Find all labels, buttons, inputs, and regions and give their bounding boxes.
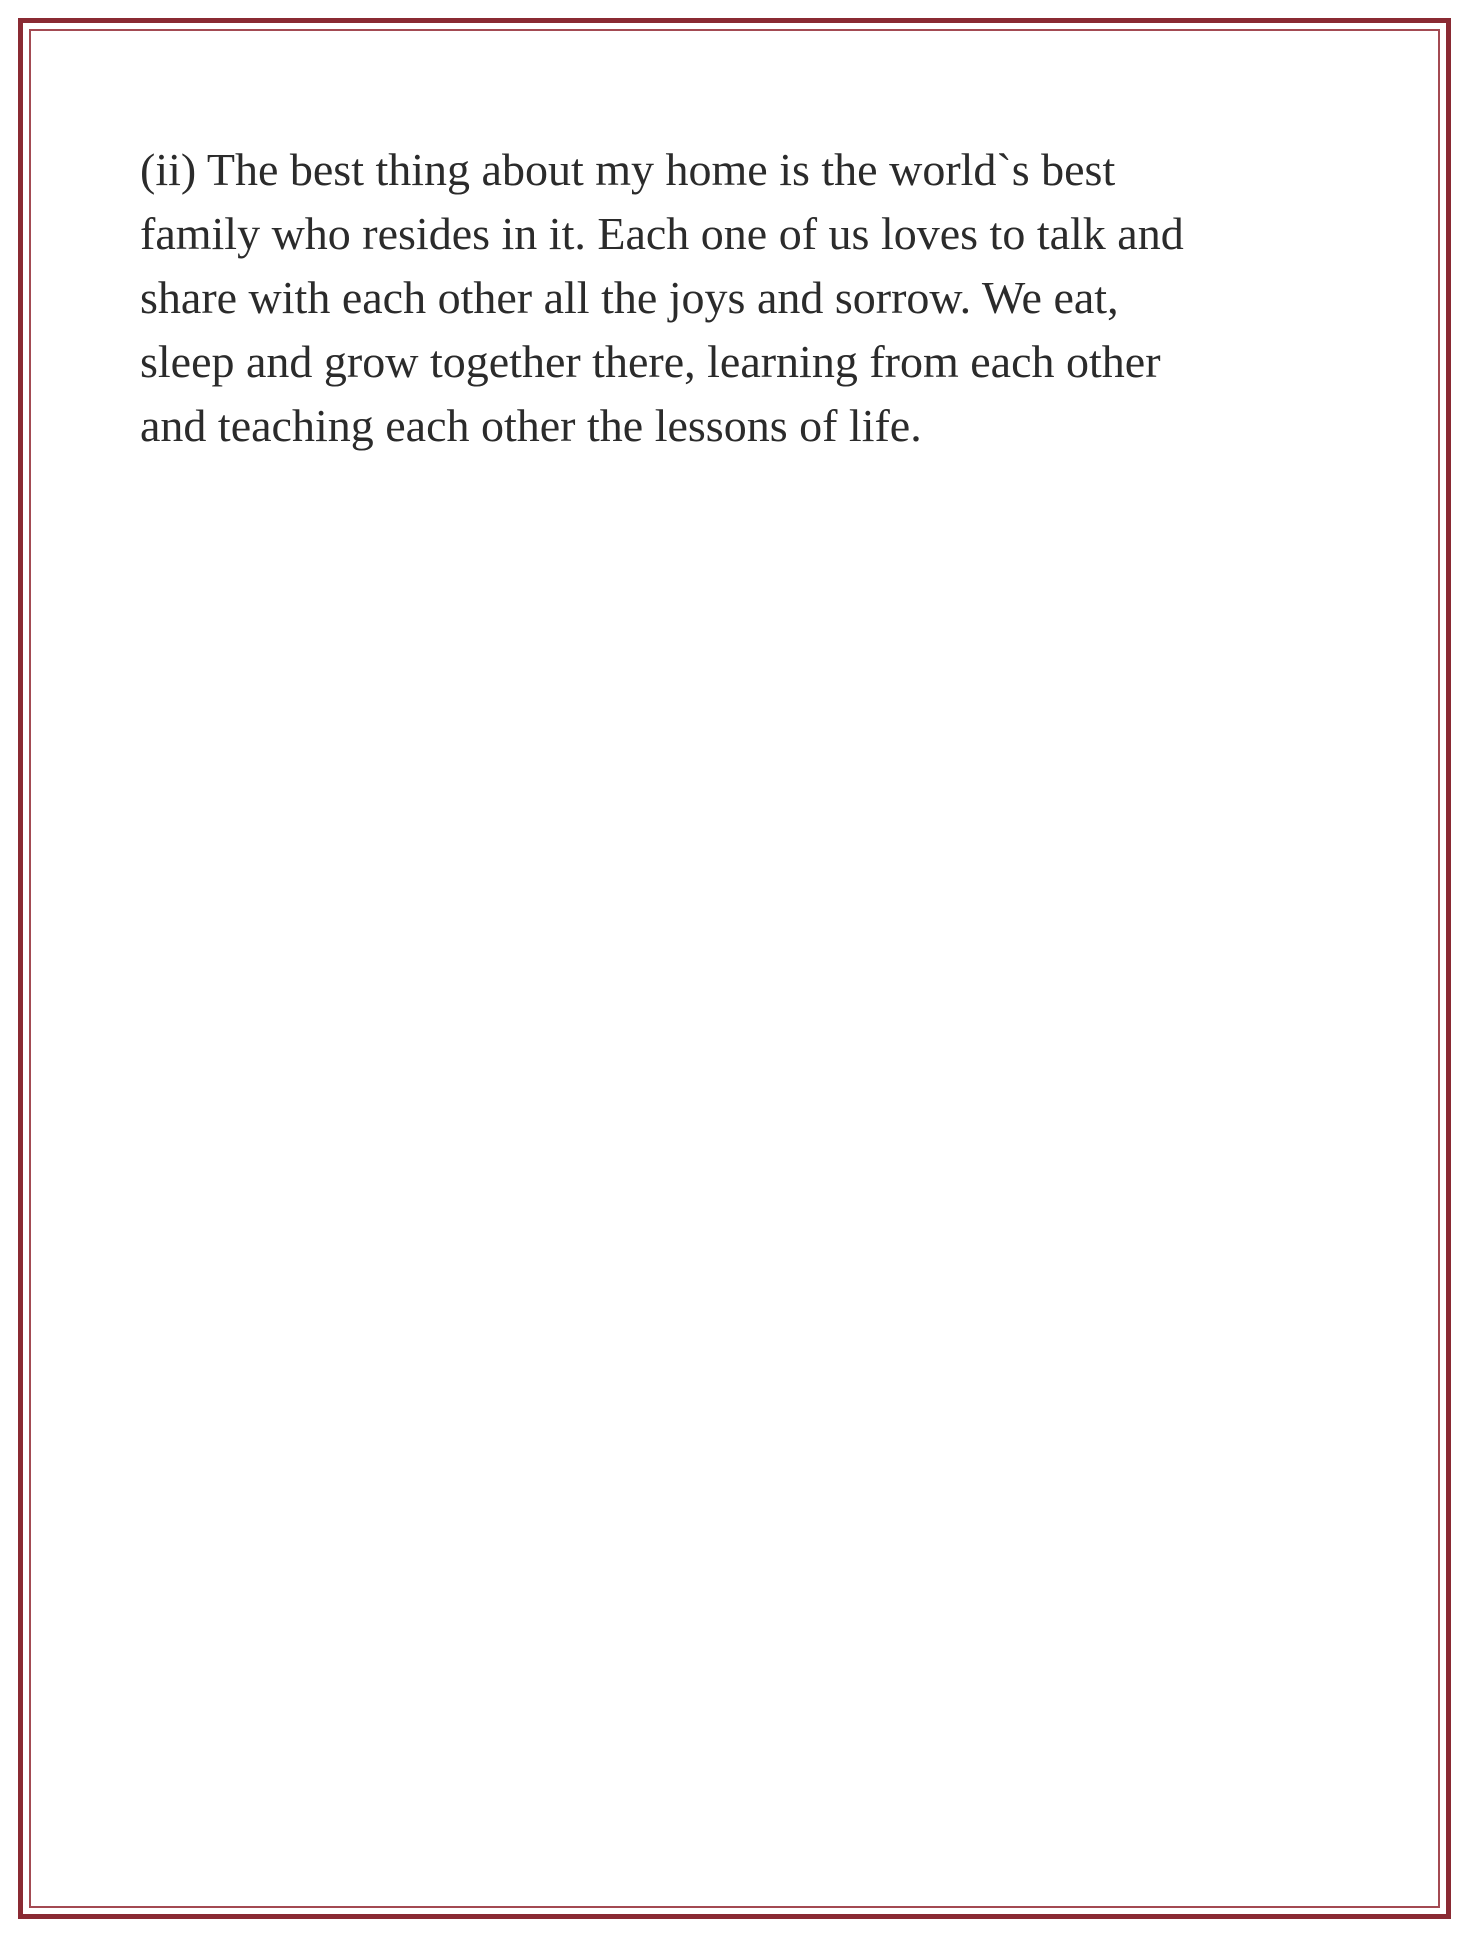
paragraph-line: and teaching each other the lessons of life. <box>140 400 922 451</box>
document-body <box>140 138 1320 458</box>
paragraph-line: family who resides in it. Each one of us loves to talk and <box>140 208 1184 259</box>
paragraph-line: share with each other all the joys and sorrow. We eat, <box>140 272 1119 323</box>
paragraph-line: (ii) The best thing about my home is the world`s best <box>140 144 1116 195</box>
paragraph-line: sleep and grow together there, learning from each other <box>140 336 1161 387</box>
paragraph <box>140 138 1320 458</box>
